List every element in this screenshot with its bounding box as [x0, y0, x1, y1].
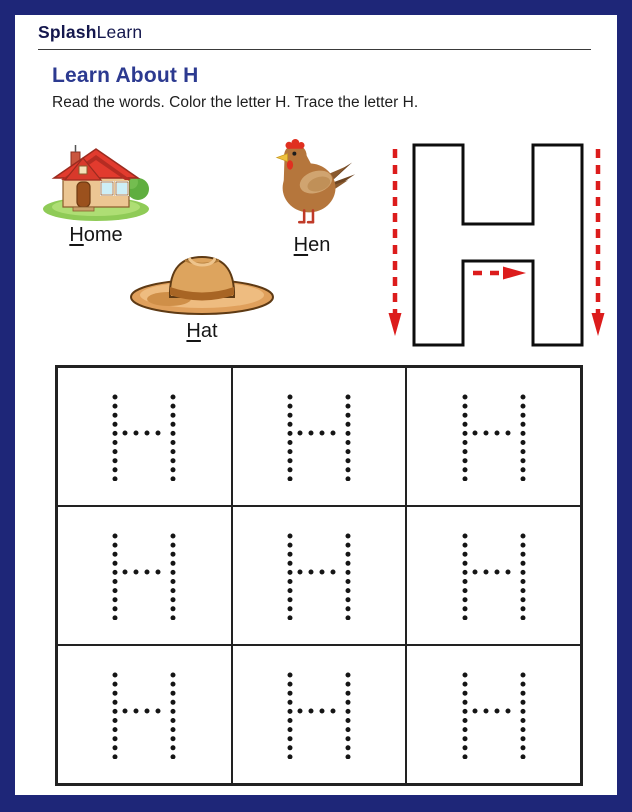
underlined-initial: H	[186, 320, 201, 342]
header-divider	[38, 49, 591, 50]
right-arrowhead-middle	[503, 267, 526, 280]
underlined-initial: H	[293, 234, 309, 256]
down-arrowhead-right	[592, 313, 605, 336]
vocab-label-hen	[294, 234, 331, 257]
vocab-item-hat	[126, 251, 278, 343]
trace-cell[interactable]	[232, 367, 407, 506]
hat-illustration	[127, 251, 277, 317]
vocab-label-hat	[186, 320, 217, 343]
dotted-letter-h	[286, 532, 352, 620]
trace-cell[interactable]	[57, 645, 232, 784]
logo-text-bold: Splash	[38, 22, 97, 42]
trace-cell[interactable]	[232, 645, 407, 784]
trace-cell[interactable]	[406, 367, 581, 506]
dotted-letter-h	[286, 393, 352, 481]
down-arrowhead-left	[389, 313, 402, 336]
dotted-letter-h	[461, 532, 527, 620]
dotted-letter-h	[461, 671, 527, 759]
house-illustration	[41, 142, 151, 222]
dotted-letter-h	[111, 532, 177, 620]
dotted-letter-h	[111, 393, 177, 481]
vocab-label-home	[69, 224, 122, 247]
page-title: Learn About H	[52, 64, 199, 87]
logo-text-light: Learn	[96, 22, 143, 42]
trace-cell[interactable]	[406, 645, 581, 784]
dotted-letter-h	[111, 671, 177, 759]
instructions-text: Read the words. Color the letter H. Trace the letter H.	[52, 94, 419, 111]
letter-h-outline	[414, 145, 582, 345]
trace-cell[interactable]	[406, 506, 581, 645]
trace-cell[interactable]	[232, 506, 407, 645]
vocab-item-home	[40, 142, 152, 247]
trace-cell[interactable]	[57, 367, 232, 506]
splashlearn-logo	[38, 22, 142, 43]
underlined-initial: H	[69, 224, 84, 246]
word-rest: en	[308, 234, 331, 256]
word-rest: at	[200, 320, 218, 342]
hen-illustration	[267, 137, 357, 230]
dotted-letter-h	[286, 671, 352, 759]
trace-cell[interactable]	[57, 506, 232, 645]
vocab-item-hen	[266, 137, 358, 257]
dotted-letter-h	[461, 393, 527, 481]
practice-grid	[55, 365, 583, 786]
trace-guide-letter-h	[385, 133, 615, 349]
word-rest: ome	[83, 224, 123, 246]
